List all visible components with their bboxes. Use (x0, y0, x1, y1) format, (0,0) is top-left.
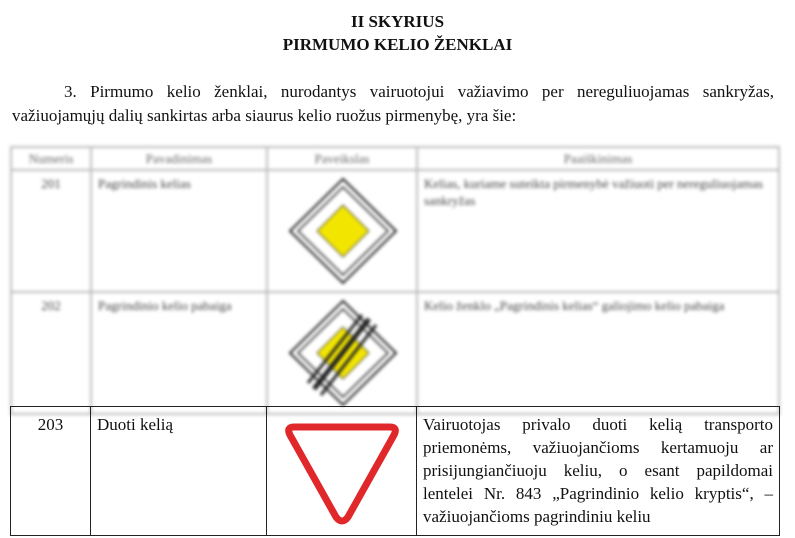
end-of-priority-road-sign-icon (274, 297, 412, 409)
sign-image-cell (267, 170, 417, 292)
sign-name: Duoti kelią (91, 407, 267, 536)
priority-road-sign-icon (274, 175, 412, 287)
sign-image-cell (267, 292, 417, 414)
header-description: Paaiškinimas (417, 147, 779, 170)
sign-description: Vairuotojas privalo duoti kelią transporto priemonėms, važiuojančioms kertamuoju ar prisijungiančiuoju keliu, o esant papildomai lentelei Nr. 843 „Pagrindinio kelio kryptis“, – važiuojančioms pagrindiniu keliu (417, 407, 780, 536)
chapter-number: II SKYRIUS (350, 12, 445, 31)
sign-number: 202 (11, 292, 91, 414)
header-image: Paveikslas (267, 147, 417, 170)
sign-number: 201 (11, 170, 91, 292)
sign-description: Kelio ženklo „Pagrindinis kelias“ galiojimo kelio pabaiga (417, 292, 779, 414)
chapter-title: PIRMUMO KELIO ŽENKLAI (282, 35, 513, 54)
sign-name: Pagrindinio kelio pabaiga (91, 292, 267, 414)
table-row (11, 407, 780, 536)
signs-table-blurred (10, 146, 780, 406)
intro-paragraph: 3. Pirmumo kelio ženklai, nurodantys vairuotojui važiavimo per nereguliuojamas sankryžas, važiuojamųjų dalių sankirtas arba siaurus kelio ruožus pirmenybę, yra šie: (12, 82, 774, 125)
table-header-row (11, 147, 779, 170)
sign-name: Pagrindinis kelias (91, 170, 267, 292)
header-number: Numeris (11, 147, 91, 170)
table-row (11, 292, 779, 414)
sign-number: 203 (11, 407, 91, 536)
sign-image-cell (267, 407, 417, 536)
signs-table-visible (10, 406, 780, 536)
sign-description: Kelias, kuriame suteikta pirmenybė važiuoti per nereguliuojamas sankryžas (417, 170, 779, 292)
give-way-sign-icon (268, 421, 416, 525)
table-row (11, 170, 779, 292)
header-name: Pavadinimas (91, 147, 267, 170)
